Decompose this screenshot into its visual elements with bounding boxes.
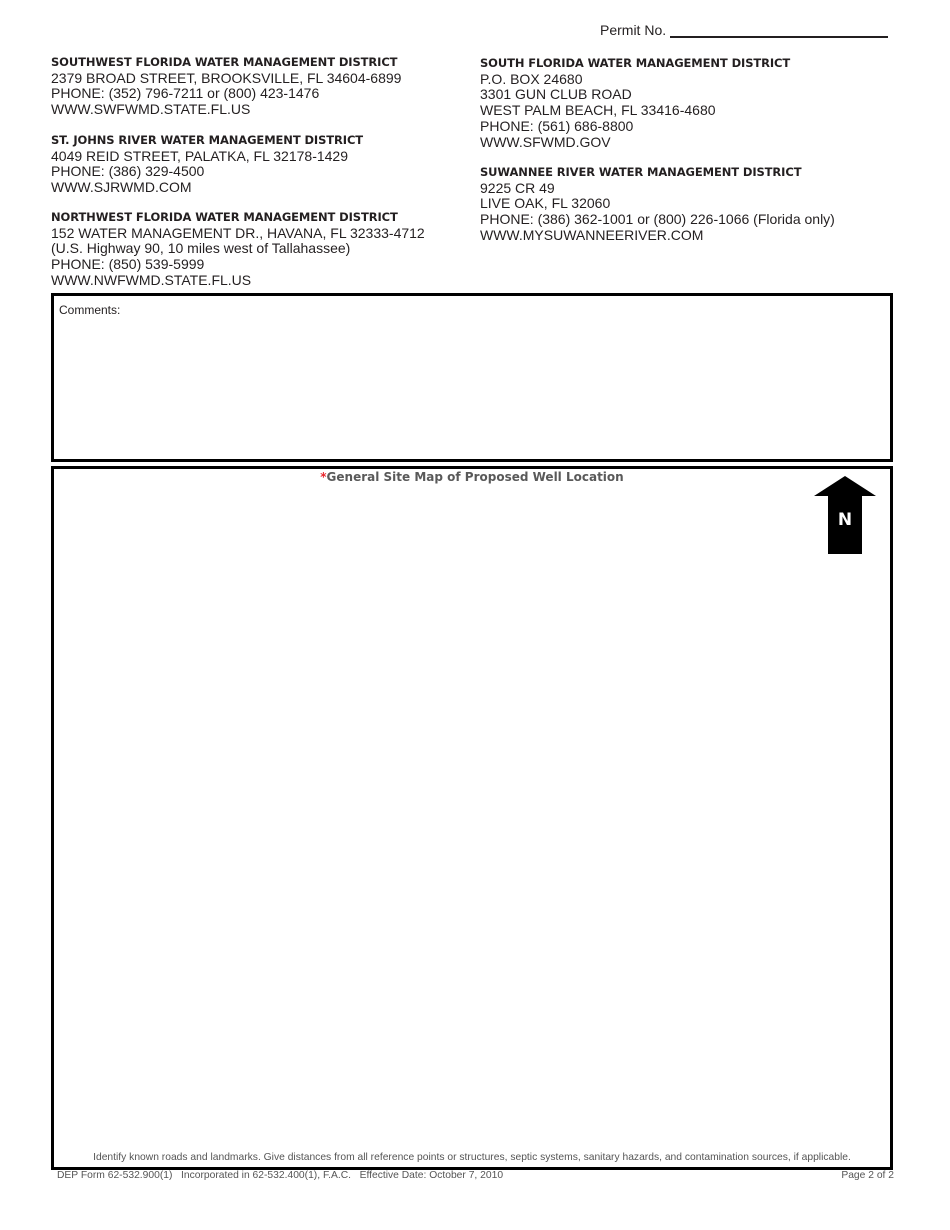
form-info: DEP Form 62-532.900(1) Incorporated in 62-532.400(1), F.A.C. Effective Date: October 7, 2010 <box>57 1170 504 1181</box>
district-phone: PHONE: (386) 329-4500 <box>51 163 205 180</box>
required-asterisk: * <box>320 470 327 484</box>
page-number: Page 2 of 2 <box>841 1170 894 1181</box>
north-arrow-icon <box>812 474 878 556</box>
district-name: SUWANNEE RIVER WATER MANAGEMENT DISTRICT <box>480 165 802 179</box>
permit-number-label: Permit No. <box>600 22 667 38</box>
district-address: 4049 REID STREET, PALATKA, FL 32178-1429 <box>51 147 349 164</box>
north-label: N <box>837 510 853 530</box>
site-map-box[interactable] <box>51 466 893 1170</box>
district-swfwmd <box>51 55 401 118</box>
district-address: 152 WATER MANAGEMENT DR., HAVANA, FL 32333-4712 <box>51 224 425 241</box>
district-name: NORTHWEST FLORIDA WATER MANAGEMENT DISTRICT <box>51 210 398 224</box>
site-map-instructions: Identify known roads and landmarks. Give distances from all reference points or structures, septic systems, sanitary hazards, and contamination sources, if applicable. <box>93 1152 851 1163</box>
district-website: WWW.SJRWMD.COM <box>51 179 192 196</box>
district-website: WWW.MYSUWANNEERIVER.COM <box>480 226 704 243</box>
district-phone: PHONE: (386) 362-1001 or (800) 226-1066 (Florida only) <box>480 211 835 228</box>
district-phone: PHONE: (850) 539-5999 <box>51 256 205 273</box>
district-name: SOUTH FLORIDA WATER MANAGEMENT DISTRICT <box>480 56 791 70</box>
district-website: WWW.NWFWMD.STATE.FL.US <box>51 271 252 288</box>
district-location-note: (U.S. Highway 90, 10 miles west of Tallahassee) <box>51 240 351 257</box>
district-srwmd <box>480 165 835 244</box>
district-po-box: P.O. BOX 24680 <box>480 70 583 87</box>
district-website: WWW.SFWMD.GOV <box>480 133 611 150</box>
district-sjrwmd <box>51 133 363 196</box>
comments-label: Comments: <box>59 303 121 317</box>
permit-number-field[interactable] <box>600 22 888 38</box>
district-phone: PHONE: (352) 796-7211 or (800) 423-1476 <box>51 85 320 102</box>
district-website: WWW.SWFWMD.STATE.FL.US <box>51 101 251 118</box>
district-city: WEST PALM BEACH, FL 33416-4680 <box>480 102 716 119</box>
district-sfwmd <box>480 56 790 150</box>
site-map-title <box>54 470 890 484</box>
district-name: SOUTHWEST FLORIDA WATER MANAGEMENT DISTRICT <box>51 55 398 69</box>
district-city: LIVE OAK, FL 32060 <box>480 195 611 212</box>
district-address: 3301 GUN CLUB ROAD <box>480 86 632 103</box>
site-map-title-text: General Site Map of Proposed Well Location <box>326 470 624 484</box>
comments-box[interactable] <box>51 293 893 462</box>
district-nwfwmd <box>51 210 425 289</box>
district-phone: PHONE: (561) 686-8800 <box>480 117 634 134</box>
district-address: 2379 BROAD STREET, BROOKSVILLE, FL 34604-6899 <box>51 69 402 86</box>
district-name: ST. JOHNS RIVER WATER MANAGEMENT DISTRICT <box>51 133 364 147</box>
district-address: 9225 CR 49 <box>480 179 555 196</box>
permit-number-blank[interactable] <box>670 22 888 38</box>
